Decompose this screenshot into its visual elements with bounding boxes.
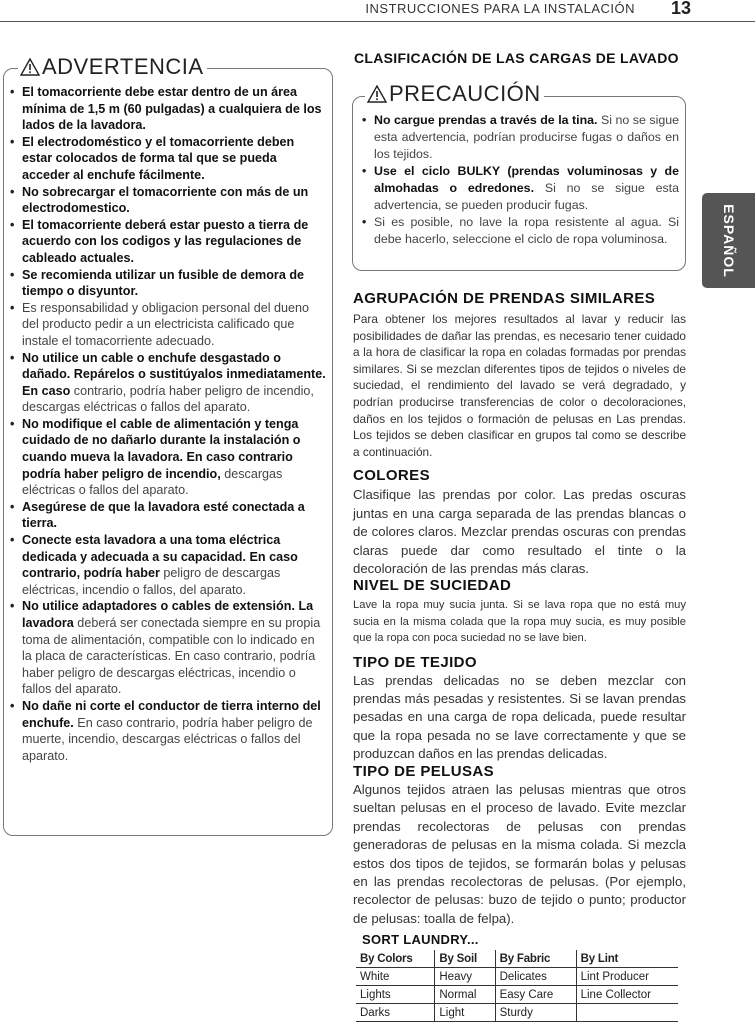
sort-table-cell: Heavy xyxy=(435,968,495,986)
warning-item xyxy=(7,134,327,184)
warning-item-bold: No sobrecargar el tomacorriente con más de un electrodomestico. xyxy=(22,184,309,216)
section-colores-text: Clasifique las prendas por color. Las predas oscuras juntas en una carga separada de las prendas blancas o de colores claros. Mezclar prendas oscuras con prendas claras puede dar como resultado el tinte o la decoloración de las prendas más claras. xyxy=(353,487,686,577)
caution-item-text: Si no se sigue esta advertencia, se pueden producir fugas. xyxy=(374,181,680,212)
warning-item-bold: El tomacorriente debe estar dentro de un área mínima de 1,5 m (60 pulgadas) a cualquiera de los lados de la lavadora. xyxy=(22,85,322,133)
sort-table-cell: Sturdy xyxy=(495,1004,576,1022)
header-rule xyxy=(0,21,755,22)
section-agrupacion-text: Para obtener los mejores resultados al lavar y reducir las posibilidades de dañar las prendas, es necesario tener cuidado a la hora de clasificar la ropa en coladas formadas por prendas similares. Si se mezclan diferentes tipos de tejidos o niveles de suciedad, el rendimiento del lavado se verá degradado, y podrían producirse transferencias de color o decoloraciones, daños en los tejidos o formación de pelusas en Las prendas. Los tejidos se deben clasificar en grupos tal como se describe a continuación. xyxy=(353,312,686,459)
caution-item-text: Si es posible, no lave la ropa resistente al agua. Si debe hacerlo, seleccione el ciclo de ropa voluminosa. xyxy=(374,215,679,246)
warning-item-bold: No utilice un cable o enchufe desgastado o dañado. Repárelos o sustitúyalos inmediatamente. En caso xyxy=(22,350,326,398)
caution-item-bold: No cargue prendas a través de la tina. xyxy=(374,113,598,127)
main-heading: CLASIFICACIÓN DE LAS CARGAS DE LAVADO xyxy=(354,50,679,66)
sort-laundry-title: SORT LAUNDRY... xyxy=(362,932,479,947)
sort-table-cell: Delicates xyxy=(495,968,576,986)
section-agrupacion-title: AGRUPACIÓN DE PRENDAS SIMILARES xyxy=(353,290,656,307)
section-tejido-title: TIPO DE TEJIDO xyxy=(353,654,477,671)
sort-table-header: By Fabric xyxy=(495,950,576,968)
caution-item-text: Si no se sigue esta advertencia, podrían producirse fugas o daños en los tejidos. xyxy=(374,113,679,161)
sort-table-cell: White xyxy=(356,968,435,986)
warning-title xyxy=(18,54,207,80)
header-title: INSTRUCCIONES PARA LA INSTALACIÓN xyxy=(365,1,635,16)
section-suciedad-title: NIVEL DE SUCIEDAD xyxy=(353,577,512,594)
language-tab-label: ESPAÑOL xyxy=(720,203,737,278)
sort-table-cell: Light xyxy=(435,1004,495,1022)
section-suciedad-text: Lave la ropa muy sucia junta. Si se lava ropa que no está muy sucia en la misma colada que la ropa muy sucia, es muy posible que la ropa con poca suciedad no se lave bien. xyxy=(353,599,686,645)
sort-table-header: By Lint xyxy=(576,950,678,968)
sort-table-cell: Lint Producer xyxy=(576,968,678,986)
warning-item xyxy=(7,84,327,134)
warning-item xyxy=(7,598,327,698)
warning-item-text: Es responsabilidad y obligacion personal del dueno del producto pedir a un electricista calificado que instale el tomacorriente adecuado. xyxy=(22,300,310,348)
warning-box xyxy=(3,54,333,836)
section-pelusas-text: Algunos tejidos atraen las pelusas mientras que otros sueltan pelusas en el proceso de lavado. Evite mezclar prendas recolectoras de pelusas con prendas generadoras de pelusas en la misma colada. Si mezcla estos dos tipos de tejidos, se formarán bolas y pelusas en las prendas recolectoras de pelusas. (Por ejemplo, recolector de pelusas: buzo de tejido o punto; productor de pelusas: toalla de felpa). xyxy=(353,782,686,926)
sort-table-cell: Lights xyxy=(356,986,435,1004)
caution-item xyxy=(359,163,679,214)
warning-item-bold: Se recomienda utilizar un fusible de demora de tiempo o disyuntor. xyxy=(22,267,305,299)
sort-table-row xyxy=(356,986,678,1004)
warning-item-bold: Asegúrese de que la lavadora esté conectada a tierra. xyxy=(22,499,305,531)
warning-triangle-icon xyxy=(20,58,40,76)
section-tejido-text: Las prendas delicadas no se deben mezclar con prendas más pesadas y resistentes. Si se lavan prendas pesadas en una carga de ropa delicada, puede resultar que la ropa pesada no se lave correctamente y que se produzcan daños en las prendas delicadas. xyxy=(353,673,686,761)
caution-title-text: PRECAUCIÓN xyxy=(389,81,541,106)
page-header xyxy=(0,0,755,22)
warning-item-bold: El tomacorriente deberá estar puesto a tierra de acuerdo con los codigos y las regulaciones de cableado actuales. xyxy=(22,217,309,265)
warning-list xyxy=(7,84,327,764)
sort-table-cell xyxy=(576,1004,678,1022)
section-colores-title: COLORES xyxy=(353,467,430,484)
sort-laundry-table xyxy=(356,950,678,1022)
caution-box xyxy=(352,81,686,271)
warning-item xyxy=(7,217,327,267)
warning-item-text: En caso contrario, podría haber peligro de muerte, incendio, descargas eléctricas o fallos del aparato. xyxy=(22,715,313,763)
sort-table-row xyxy=(356,1004,678,1022)
sort-table-cell: Line Collector xyxy=(576,986,678,1004)
caution-item xyxy=(359,112,679,163)
warning-item xyxy=(7,416,327,499)
sort-table-header: By Soil xyxy=(435,950,495,968)
sort-table-cell: Easy Care xyxy=(495,986,576,1004)
sort-table-cell: Darks xyxy=(356,1004,435,1022)
language-tab xyxy=(702,193,755,288)
warning-item-text: descargas eléctricas o fallos del aparato. xyxy=(22,466,283,498)
warning-item xyxy=(7,499,327,532)
caution-item-bold: Use el ciclo BULKY (prendas voluminosas y de almohadas o edredones. xyxy=(374,164,679,195)
caution-triangle-icon xyxy=(367,85,387,103)
warning-item xyxy=(7,300,327,350)
warning-item xyxy=(7,267,327,300)
warning-item-text: contrario, podría haber peligro de incendio, descargas eléctricas o fallos del aparato. xyxy=(22,383,314,415)
warning-item xyxy=(7,184,327,217)
warning-item-bold: No utilice adaptadores o cables de extensión. La lavadora xyxy=(22,599,314,630)
sort-table-header: By Colors xyxy=(356,950,435,968)
page-number: 13 xyxy=(670,0,691,18)
warning-item-bold: Conecte esta lavadora a una toma eléctrica dedicada y adecuada a su capacidad. En caso contrario, podría haber xyxy=(22,533,298,581)
warning-item-text: deberá ser conectada siempre en su propia toma de alimentación, compatible con lo indicado en la placa de características. En caso contrario, podría haber peligro de descargas eléctricas, incendio o fallos del aparato. xyxy=(22,616,321,697)
warning-item xyxy=(7,532,327,598)
warning-title-text: ADVERTENCIA xyxy=(42,54,204,79)
warning-item-bold: No modifique el cable de alimentación y tenga cuidado de no dañarlo durante la instalación o cuando mueva la lavadora. En caso contrario podría haber peligro de incendio, xyxy=(22,416,301,481)
caution-item xyxy=(359,214,679,248)
caution-list xyxy=(359,112,679,248)
warning-item-bold: El electrodoméstico y el tomacorriente deben estar colocados de forma tal que se pueda acceder al enchufe fácilmente. xyxy=(22,134,295,182)
warning-item-text: peligro de descargas eléctricas, incendio o fallos, del aparato. xyxy=(22,566,281,597)
warning-item-bold: No dañe ni corte el conductor de tierra interno del enchufe. xyxy=(22,698,321,730)
caution-title xyxy=(365,81,544,107)
warning-item xyxy=(7,350,327,416)
sort-table-row xyxy=(356,968,678,986)
section-pelusas-title: TIPO DE PELUSAS xyxy=(353,763,495,780)
sort-table-cell: Normal xyxy=(435,986,495,1004)
warning-item xyxy=(7,698,327,764)
